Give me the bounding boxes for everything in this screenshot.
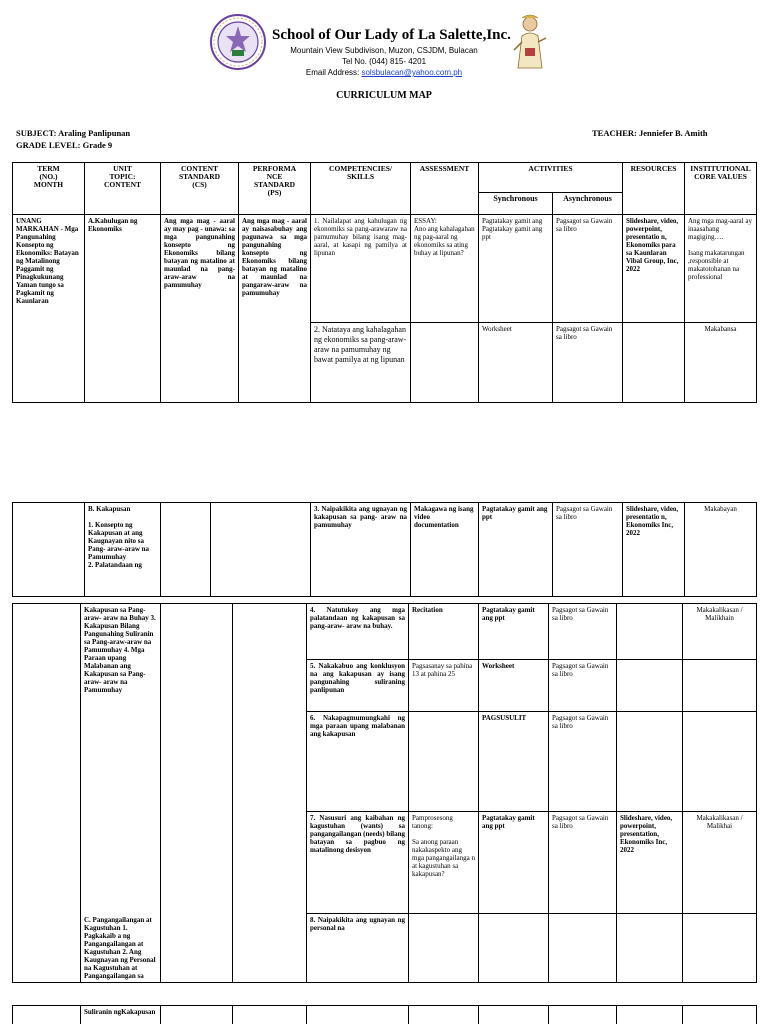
school-email-line xyxy=(234,68,534,78)
t3-icv5 xyxy=(683,660,757,712)
t2-sync: Pagtatakay gamit ang ppt xyxy=(479,503,553,597)
t4-async xyxy=(549,1006,617,1024)
t1-cs: Ang mga mag - aaral ay may pag - unawa: sa mga pangunahing konsepto ng Ekonomiks bilang batayan ng matalino at maunlad na pang-araw-araw na pamumuhay xyxy=(161,215,239,403)
t3-comp4: 4. Natutukoy ang mga palatandaan ng kakapusan sa pang-araw- araw na buhay. xyxy=(307,604,409,660)
t3-sync7: Pagtatakay gamit ang ppt xyxy=(479,812,549,914)
t3-comp6: 6. Nakapagmumungkahi ng mga paraan upang malabanan ang kakapusan xyxy=(307,712,409,812)
t3-sync4: Pagtatakay gamit ang ppt xyxy=(479,604,549,660)
t1-sync1: Pagtatakay gamit ang Pagtatakay gamit ang ppt xyxy=(479,215,553,323)
col-ps: PERFORMA NCE STANDARD (PS) xyxy=(239,163,311,215)
t3-unit-top: Kakapusan sa Pang-araw- araw na Buhay 3. Kakapusan Bilang Pangunahing Suliranin sa Pang-araw-araw na Pamumuhay 4. Mga Paraan upang Malabanan ang Kakapusan sa Pang- araw- araw na Pamumuhay xyxy=(81,604,161,914)
t2-res: Slideshare, video, presentatio n, Ekonomiks Inc, 2022 xyxy=(623,503,685,597)
doc-title: CURRICULUM MAP xyxy=(336,90,432,101)
t3-sync8 xyxy=(479,914,549,983)
t3-async8 xyxy=(549,914,617,983)
col-comp: COMPETENCIES/ SKILLS xyxy=(311,163,411,215)
t3-assess5: Pagsasanay sa pahina 13 at pahina 25 xyxy=(409,660,479,712)
t3-ps xyxy=(233,604,307,983)
t3-icv8 xyxy=(683,914,757,983)
t4-assess xyxy=(409,1006,479,1024)
t3-term xyxy=(13,604,81,983)
t3-async4: Pagsagot sa Gawain sa libro xyxy=(549,604,617,660)
t1-unit: A.Kahulugan ng Ekonomiks xyxy=(85,215,161,403)
col-resources: RESOURCES xyxy=(623,163,685,215)
t3-sync5: Worksheet xyxy=(479,660,549,712)
t4-unit: Suliranin ngKakapusan xyxy=(81,1006,161,1024)
col-unit: UNIT TOPIC: CONTENT xyxy=(85,163,161,215)
t3-assess4: Recitation xyxy=(409,604,479,660)
t2-comp: 3. Naipakikita ang ugnayan ng kakapusan sa pang- araw na pamumuhay xyxy=(311,503,411,597)
col-icv: INSTITUTIONAL CORE VALUES xyxy=(685,163,757,215)
email-link[interactable]: solsbulacan@yahoo.com.ph xyxy=(361,68,463,77)
t4-sync xyxy=(479,1006,549,1024)
col-sync: Synchronous xyxy=(479,193,553,215)
t2-term xyxy=(13,503,85,597)
t3-assess6 xyxy=(409,712,479,812)
t4-cs xyxy=(161,1006,233,1024)
col-term: TERM (NO.) MONTH xyxy=(13,163,85,215)
col-async: Asynchronous xyxy=(553,193,623,215)
email-label: Email Address: xyxy=(305,68,360,77)
curriculum-table-4 xyxy=(12,1005,757,1024)
t1-sync2: Worksheet xyxy=(479,323,553,403)
t3-cs xyxy=(161,604,233,983)
t3-icv7: Makakalikasan / Malikhai xyxy=(683,812,757,914)
curriculum-table-1 xyxy=(12,162,757,403)
subject-label: SUBJECT: Araling Panlipunan xyxy=(16,128,131,138)
t2-icv: Makabayan xyxy=(685,503,757,597)
t3-assess7: Pamprosesong tanong: Sa anong paraan nakakaspekto ang mga pangangailanga n at kagustuhan sa kakapusan? xyxy=(409,812,479,914)
t4-icv xyxy=(683,1006,757,1024)
t1-comp2: 2. Natataya ang kahalagahan ng ekonomiks sa pang-araw-araw na pamumuhay ng bawat pamilya at ng lipunan xyxy=(311,323,411,403)
t1-res1: Slideshare, video, powerpoint, presentatio n, Ekonomiks para sa Kaunlaran Vibal Group, Inc, 2022 xyxy=(623,215,685,323)
school-name: School of Our Lady of La Salette,Inc. xyxy=(272,27,511,43)
t1-async2: Pagsagot sa Gawain sa libro xyxy=(553,323,623,403)
t3-res8 xyxy=(617,914,683,983)
t3-async6: Pagsagot sa Gawain sa libro xyxy=(549,712,617,812)
t2-async: Pagsagot sa Gawain sa libro xyxy=(553,503,623,597)
t4-ps xyxy=(233,1006,307,1024)
teacher-label: TEACHER: Jenniefer B. Amith xyxy=(592,128,708,138)
t2-cs xyxy=(161,503,211,597)
t4-comp xyxy=(307,1006,409,1024)
t3-async5: Pagsagot sa Gawain sa libro xyxy=(549,660,617,712)
t3-assess8 xyxy=(409,914,479,983)
school-address: Mountain View Subdivison, Muzon, CSJDM, Bulacan xyxy=(290,46,478,55)
t1-assess2 xyxy=(411,323,479,403)
t4-res xyxy=(617,1006,683,1024)
curriculum-table-3 xyxy=(12,603,757,983)
t3-res5 xyxy=(617,660,683,712)
t3-comp5: 5. Nakakabuo ang konklusyon na ang kakapusan ay isang pangunahing suliraning panlipunan xyxy=(307,660,409,712)
grade-label: GRADE LEVEL: Grade 9 xyxy=(16,140,113,150)
t4-term xyxy=(13,1006,81,1024)
t2-ps xyxy=(211,503,311,597)
col-activities: ACTIVITIES xyxy=(479,163,623,193)
col-cs: CONTENT STANDARD (CS) xyxy=(161,163,239,215)
t2-assess: Makagawa ng isang video documentation xyxy=(411,503,479,597)
t2-unit: B. Kakapusan 1. Konsepto ng Kakapusan at ang Kaugnayan nito sa Pang- araw-araw na Pamumuhay 2. Palatandaan ng xyxy=(85,503,161,597)
t3-icv6 xyxy=(683,712,757,812)
t1-icv2: Makabansa xyxy=(685,323,757,403)
t1-comp1: 1. Nailalapat ang kahulugan ng ekonomiks sa pang-arawaraw na pamumuhay bilang isang mag-aaral, at kasapi ng pamilya at lipunan xyxy=(311,215,411,323)
t1-icv1: Ang mga mag-aaral ay inaasahang magiging…. Isang makatarungan ,responsible at makatotohanan na professional xyxy=(685,215,757,323)
col-assess: ASSESSMENT xyxy=(411,163,479,215)
t1-term: UNANG MARKAHAN - Mga Pangunahing Konsepto ng Ekonomiks: Batayan ng Matalinong Paggamit ng Pinagkukunang Yaman tungo sa Pagkamit ng Kaunlaran xyxy=(13,215,85,403)
t3-res6 xyxy=(617,712,683,812)
t1-ps: Ang mga mag - aaral ay naisasabuhay ang pagunawa sa mga pangunahing konsepto ng Ekonomiks bilang batayan ng matalino at maunlad na pangaraw-araw na pamumuhay xyxy=(239,215,311,403)
t3-unit-bottom: C. Pangangailangan at Kagustuhan 1. Pagkakaib a ng Pangangailangan at Kagustuhan 2. Ang Kaugnayan ng Personal na Kagustuhan at Pangangailangan sa xyxy=(81,914,161,983)
curriculum-table-2 xyxy=(12,502,757,597)
t3-icv4: Makakalikasan / Malikhain xyxy=(683,604,757,660)
t3-sync6: PAGSUSULIT xyxy=(479,712,549,812)
t1-res2 xyxy=(623,323,685,403)
t3-comp7: 7. Nasusuri ang kaibahan ng kagustuhan (wants) sa pangangailangan (needs) bilang batayan sa pagbuo ng matalinong desisyon xyxy=(307,812,409,914)
school-tel: Tel No. (044) 815- 4201 xyxy=(341,57,427,66)
t1-async1: Pagsagot sa Gawain sa libro xyxy=(553,215,623,323)
t1-assess1: ESSAY: Ano ang kahalagahan ng pag-aaral ng ekonomiks sa ating buhay at lipunan? xyxy=(411,215,479,323)
t3-comp8: 8. Naipakikita ang ugnayan ng personal na xyxy=(307,914,409,983)
t3-async7: Pagsagot sa Gawain sa libro xyxy=(549,812,617,914)
t3-res4 xyxy=(617,604,683,660)
t3-res7: Slideshare, video, powerpoint, presentation, Ekonomiks Inc, 2022 xyxy=(617,812,683,914)
